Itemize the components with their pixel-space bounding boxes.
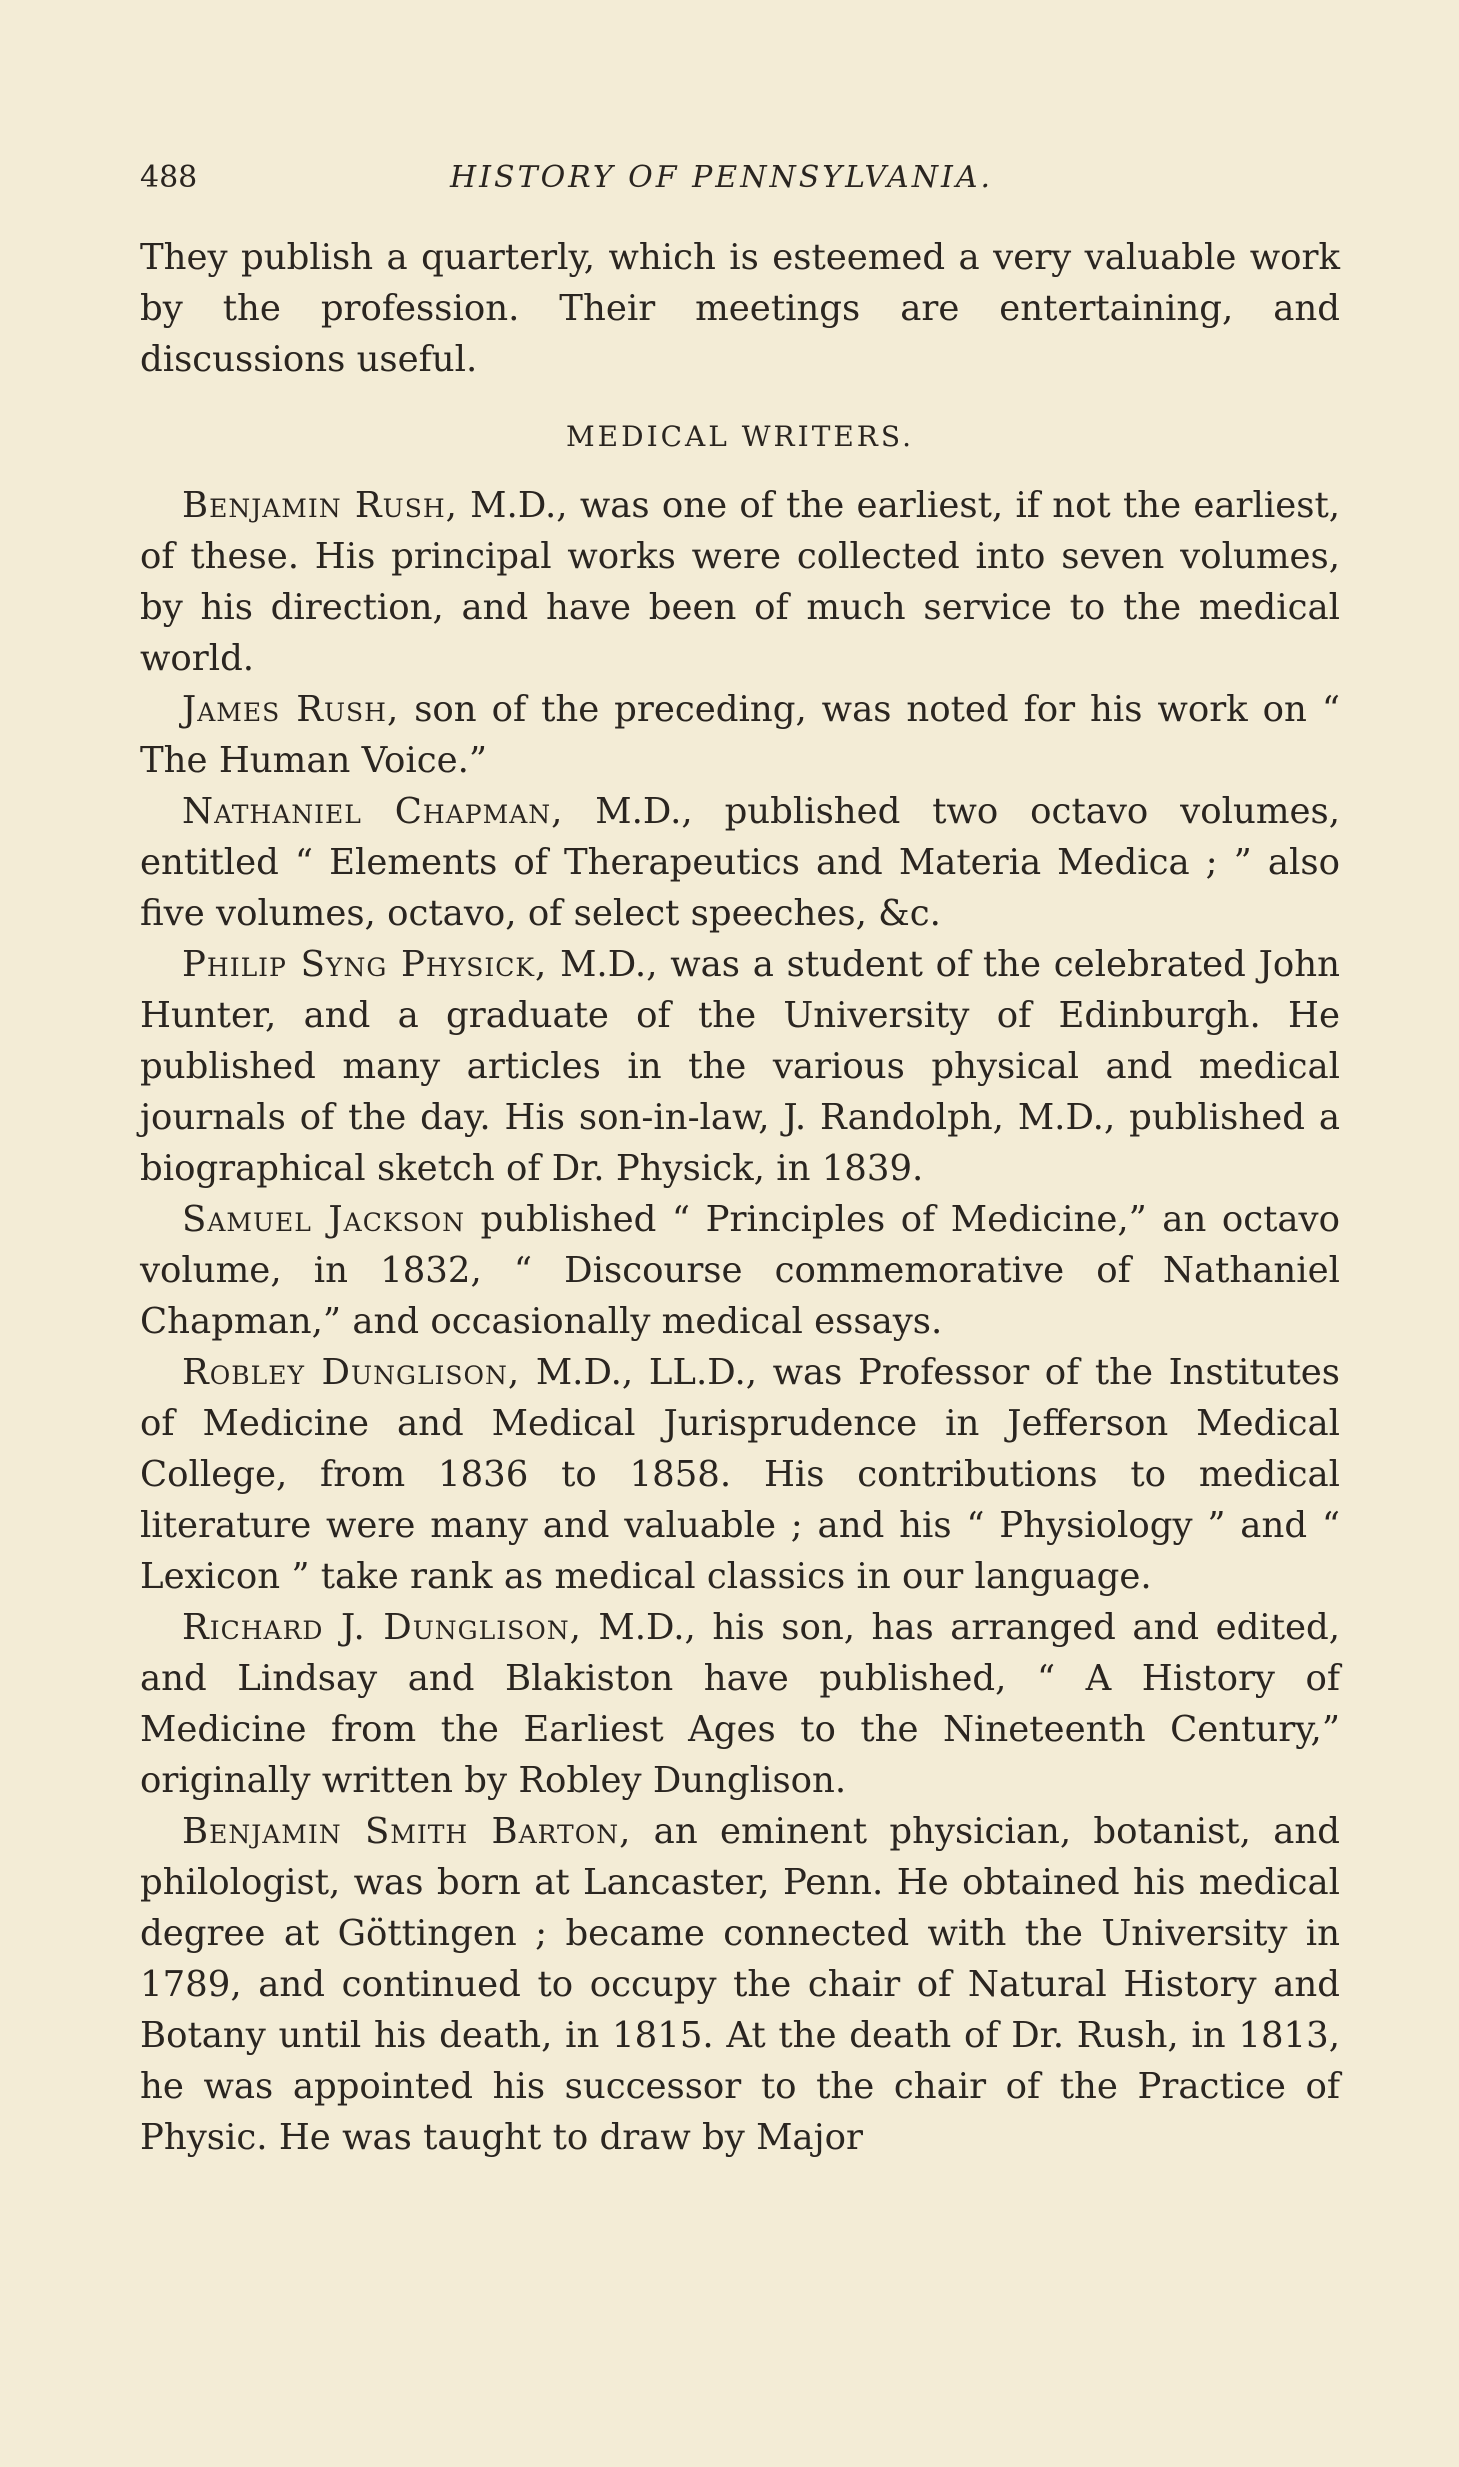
entry-paragraph	[140, 684, 1340, 786]
entry-text: an eminent physician, botanist, and philologist, was born at Lancaster, Penn. He obtained his medical degree at Göttingen ; became connected with the University in 1789, and continued to occupy the chair of Natural History and Botany until his death, in 1815. At the death of Dr. Rush, in 1813, he was appointed his successor to the chair of the Practice of Physic. He was taught to draw by Major	[140, 1811, 1340, 2158]
entry-text: M.D., his son, has arranged and edited, and Lindsay and Blakiston have published, “ A History of Medicine from the Earliest Ages to the Nineteenth Century,” originally written by Robley Dunglison.	[140, 1607, 1341, 1801]
entry-text: M.D., was one of the earliest, if not the earliest, of these. His principal works were collected into seven volumes, by his direction, and have been of much service to the medical world.	[140, 485, 1340, 679]
entry-paragraph	[140, 1602, 1340, 1806]
entry-name: Nathaniel Chapman,	[182, 791, 564, 832]
running-title: HISTORY OF PENNSYLVANIA.	[450, 160, 994, 195]
entry-paragraph	[140, 1806, 1340, 2163]
entry-text: M.D., published two octavo volumes, entitled “ Elements of Therapeutics and Materia Medica ; ” also five volumes, octavo, of select speeches, &c.	[140, 791, 1340, 934]
entry-text: published “ Principles of Medicine,” an octavo volume, in 1832, “ Discourse commemorative of Nathaniel Chapman,” and occasionally medical essays.	[140, 1199, 1340, 1342]
entry-text: M.D., was a student of the celebrated John Hunter, and a graduate of the University of Edinburgh. He published many articles in the various physical and medical journals of the day. His son-in-law, J. Randolph, M.D., published a biographical sketch of Dr. Physick, in 1839.	[140, 944, 1340, 1189]
entry-paragraph	[140, 480, 1340, 684]
running-head	[140, 160, 1340, 204]
entry-name: Philip Syng Physick,	[182, 944, 548, 985]
entry-name: Benjamin Smith Barton,	[182, 1811, 632, 1852]
entry-paragraph	[140, 786, 1340, 939]
entry-name: Robley Dunglison,	[182, 1352, 521, 1393]
entry-name: Samuel Jackson	[182, 1199, 466, 1240]
entry-text: M.D., LL.D., was Professor of the Institutes of Medicine and Medical Jurisprudence in Jefferson Medical College, from 1836 to 1858. His contributions to medical literature were many and valuable ; and his “ Physiology ” and “ Lexicon ” take rank as medical classics in our language.	[140, 1352, 1340, 1597]
entry-name: James Rush,	[182, 689, 400, 730]
section-heading: MEDICAL WRITERS.	[566, 420, 914, 453]
entry-paragraph	[140, 1347, 1340, 1602]
entry-paragraph	[140, 1194, 1340, 1347]
entry-text: son of the preceding, was noted for his work on “ The Human Voice.”	[140, 689, 1340, 781]
entry-paragraph	[140, 939, 1340, 1194]
intro-paragraph: They publish a quarterly, which is esteemed a very valuable work by the profession. Their meetings are entertaining, and discussions useful.	[140, 237, 1340, 380]
body-text	[140, 232, 1340, 2163]
entry-name: Richard J. Dunglison,	[182, 1607, 582, 1648]
entry-name: Benjamin Rush,	[182, 485, 458, 526]
page-number: 488	[140, 160, 198, 195]
